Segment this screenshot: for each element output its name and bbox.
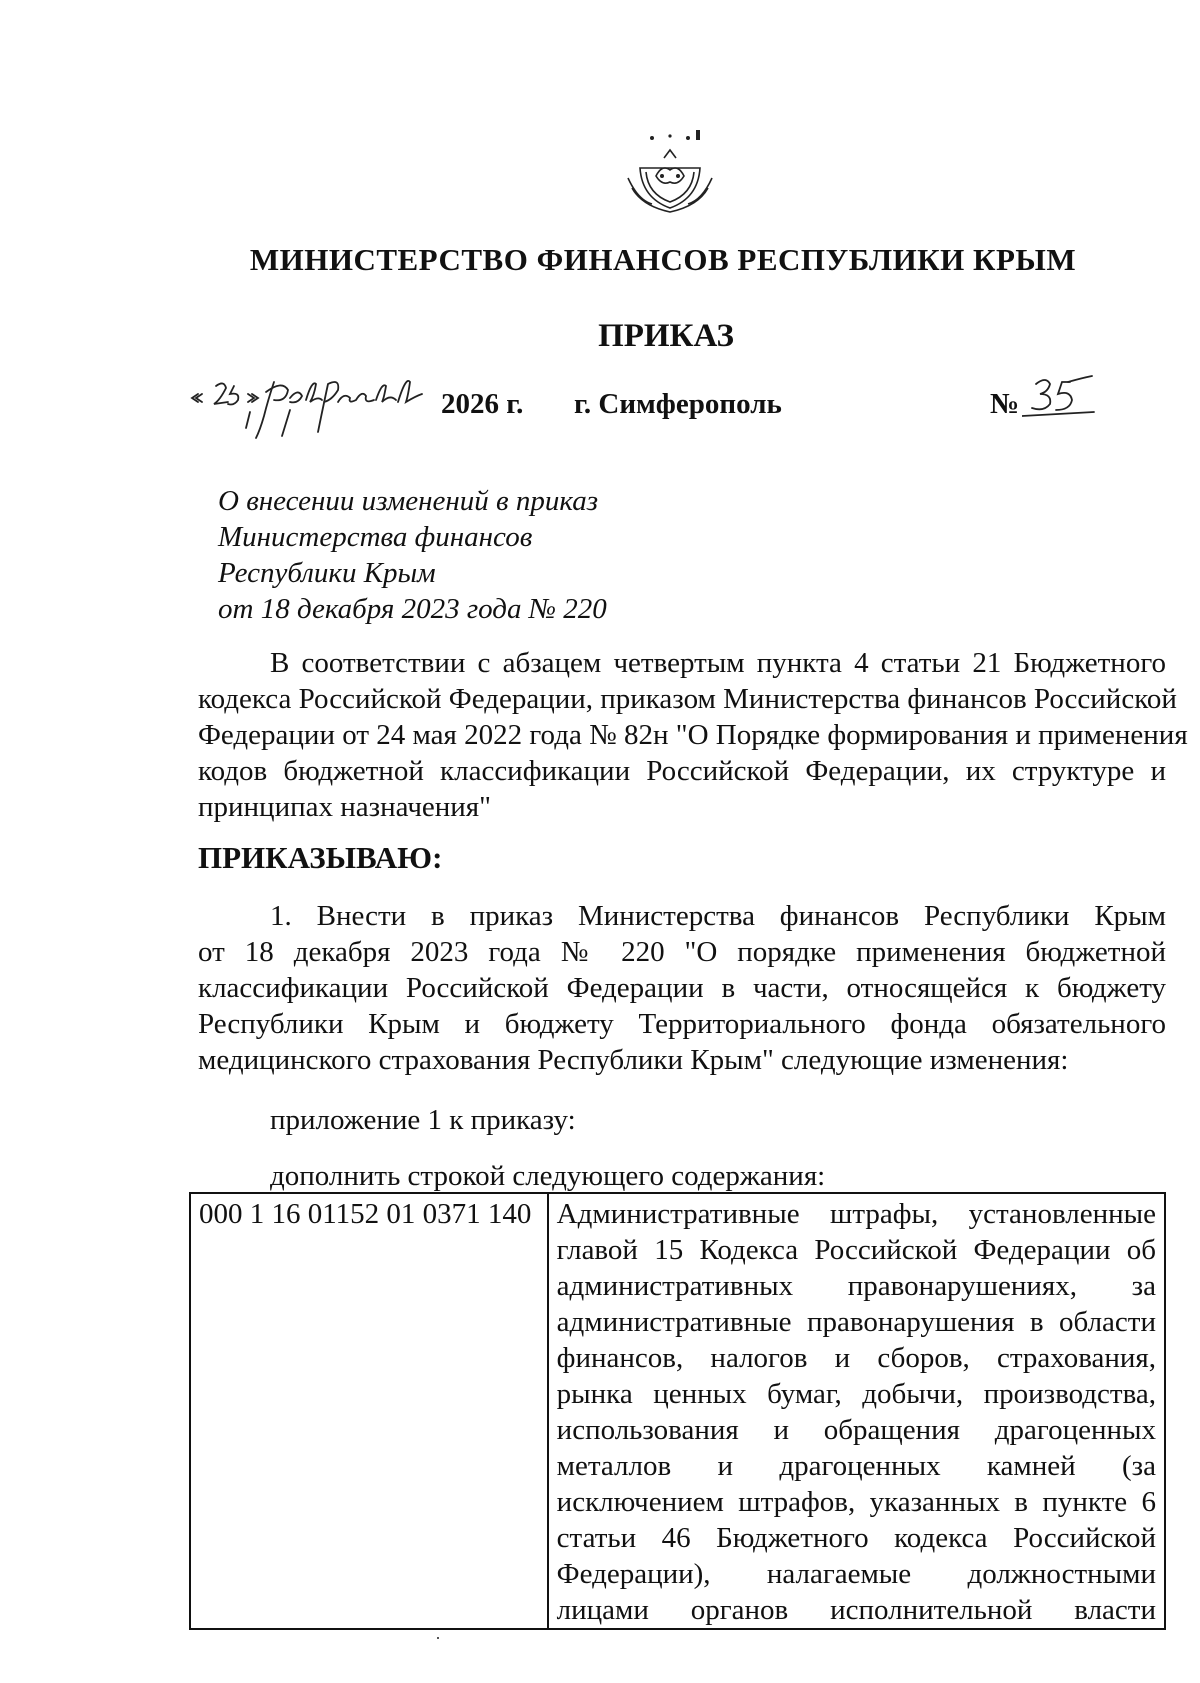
budget-code-cell	[190, 1193, 548, 1629]
coat-of-arms-emblem	[622, 128, 718, 214]
city-name: г. Симферополь	[574, 388, 782, 420]
subject-line: О внесении изменений в приказ	[218, 485, 599, 517]
number-label: №	[990, 388, 1020, 420]
description-line: Административные штрафы, установленные	[556, 1198, 1156, 1230]
annex-reference: приложение 1 к приказу:	[270, 1104, 576, 1136]
budget-code: 000 1 16 01152 01 0371 140	[199, 1198, 532, 1230]
document-type-title: ПРИКАЗ	[598, 318, 734, 354]
item-1-paragraph	[198, 898, 1166, 1078]
table-row	[190, 1193, 1165, 1629]
description-line: административные правонарушения в области	[556, 1306, 1156, 1338]
item-1-line: 1. Внести в приказ Министерства финансов Республики Крым	[270, 900, 1166, 932]
description-line: административных правонарушениях, за	[556, 1270, 1156, 1302]
supplement-instruction: дополнить строкой следующего содержания:	[270, 1160, 826, 1192]
subject-line: от 18 декабря 2023 года № 220	[218, 593, 607, 625]
subject-line: Республики Крым	[218, 557, 436, 589]
date-year: 2026 г.	[441, 388, 524, 420]
classification-table	[189, 1192, 1166, 1630]
preamble-line: кодекса Российской Федерации, приказом Министерства финансов Российской	[198, 683, 1177, 715]
preamble-line: кодов бюджетной классификации Российской Федерации, их структуре и	[198, 755, 1166, 787]
description-line: лицами органов исполнительной власти	[556, 1594, 1156, 1626]
preamble-line: Федерации от 24 мая 2022 года № 82н "О Порядке формирования и применения	[198, 719, 1188, 751]
item-1-line: от 18 декабря 2023 года № 220 "О порядке применения бюджетной	[198, 936, 1166, 968]
description-line: рынка ценных бумаг, добычи, производства,	[556, 1378, 1156, 1410]
item-1-line: Республики Крым и бюджету Территориального фонда обязательного	[198, 1008, 1166, 1040]
description-cell	[548, 1193, 1165, 1629]
item-1-line: медицинского страхования Республики Крым" следующие изменения:	[198, 1044, 1069, 1076]
description-line: металлов и драгоценных камней (за	[556, 1450, 1156, 1482]
description-line: Федерации), налагаемые должностными	[556, 1558, 1156, 1590]
ministry-name: МИНИСТЕРСТВО ФИНАНСОВ РЕСПУБЛИКИ КРЫМ	[249, 242, 1077, 277]
description-line: исключением штрафов, указанных в пункте 6	[556, 1486, 1156, 1518]
preamble-line: принципах назначения"	[198, 791, 491, 823]
description-line: финансов, налогов и сборов, страхования,	[556, 1342, 1156, 1374]
handwritten-date	[190, 372, 445, 442]
description-line: использования и обращения драгоценных	[556, 1414, 1156, 1446]
handwritten-number	[1022, 372, 1096, 422]
preamble-line: В соответствии с абзацем четвертым пункта 4 статьи 21 Бюджетного	[270, 647, 1166, 679]
subject-line: Министерства финансов	[218, 521, 533, 553]
scan-speck	[437, 1637, 439, 1639]
preamble-paragraph	[198, 645, 1188, 825]
item-1-line: классификации Российской Федерации в части, относящейся к бюджету	[198, 972, 1166, 1004]
order-directive-heading: ПРИКАЗЫВАЮ:	[198, 840, 443, 875]
description-line: главой 15 Кодекса Российской Федерации об	[556, 1234, 1156, 1266]
description-line: статьи 46 Бюджетного кодекса Российской	[556, 1522, 1156, 1554]
order-subject	[218, 483, 607, 627]
